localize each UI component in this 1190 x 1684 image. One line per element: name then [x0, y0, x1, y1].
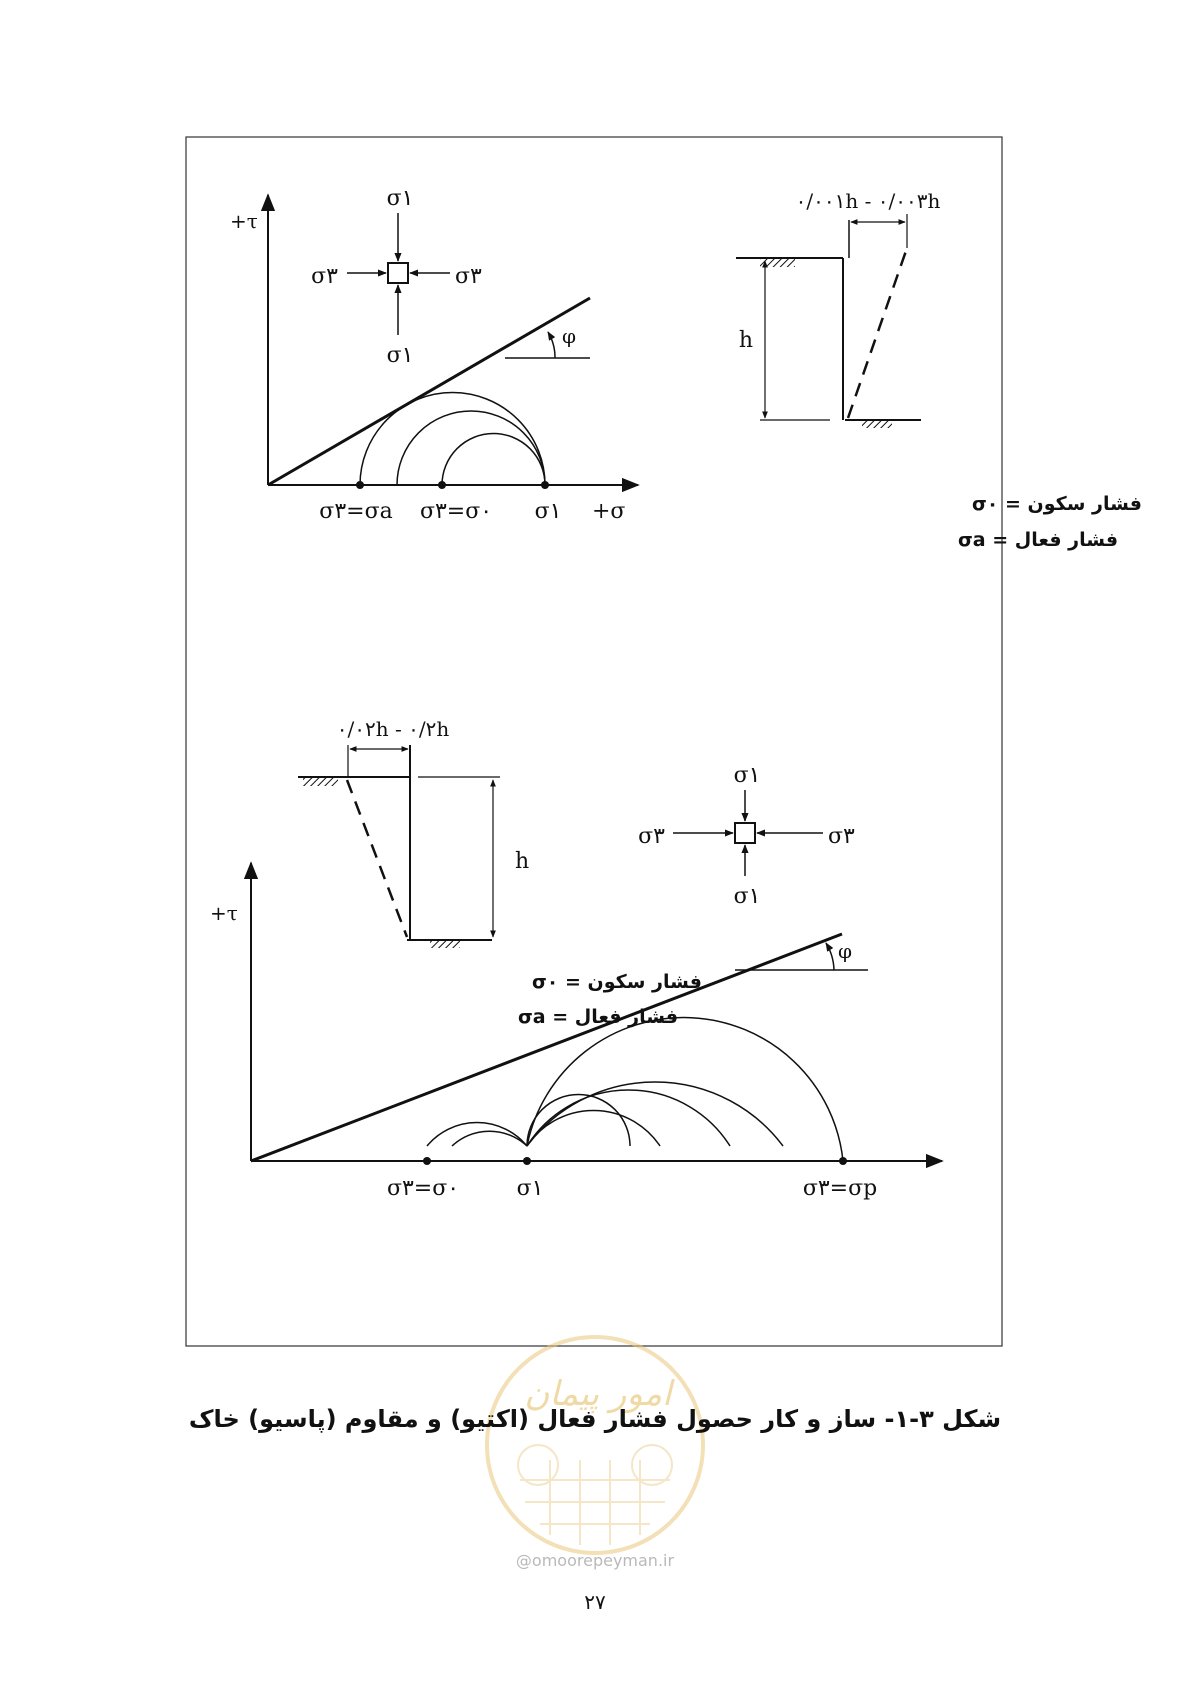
- bottom-mohr-diagram: [210, 717, 942, 1201]
- top-legend-at-rest: فشار سکون = σ۰: [972, 493, 1142, 515]
- bottom-active-circle-2: [452, 1131, 527, 1146]
- top-phi-arc: [548, 332, 555, 358]
- bottom-point-sigma-0: [423, 1157, 431, 1165]
- top-label-sigma3-sigma-0: σ۳=σ۰: [419, 499, 493, 524]
- bottom-wall-height-label: h: [515, 849, 530, 874]
- bottom-stress-element: [735, 823, 755, 843]
- top-failure-envelope: [268, 298, 590, 485]
- bottom-wall-movement-label: ۰/۰۲h - ۰/۲h: [336, 717, 450, 741]
- figure-caption: شکل ۳-۱- ساز و کار حصول فشار فعال (اکتیو) و مقاوم (پاسیو) خاک: [188, 1405, 1002, 1433]
- bottom-tau-label: +τ: [210, 901, 238, 925]
- bottom-active-circle-1: [427, 1123, 527, 1146]
- bottom-label-sigma1: σ۱: [516, 1176, 544, 1201]
- bottom-phi-arc: [826, 943, 834, 970]
- website-watermark: @omoorepeyman.ir: [515, 1551, 675, 1570]
- top-mohr-diagram: [230, 186, 1142, 551]
- bottom-element-sigma3-left: σ۳: [638, 824, 665, 849]
- bottom-element-sigma3-right: σ۳: [828, 824, 855, 849]
- watermark-logo: [480, 1330, 710, 1560]
- bottom-point-sigma-p: [839, 1157, 847, 1165]
- top-mohr-circle-middle: [397, 411, 545, 485]
- bottom-phi-label: φ: [838, 939, 853, 963]
- top-label-sigma3-sigma-a: σ۳=σa: [319, 499, 393, 524]
- top-wall-height-label: h: [738, 328, 753, 353]
- bottom-wall-rotated-face: [347, 780, 407, 937]
- bottom-failure-envelope: [251, 934, 842, 1161]
- bottom-label-sigma3-sigma-0: σ۳=σ۰: [386, 1176, 460, 1201]
- top-wall-rotated-face: [848, 248, 907, 418]
- top-point-sigma-1: [541, 481, 549, 489]
- top-sigma-label: +σ: [592, 499, 626, 524]
- bottom-passive-circle-4: [527, 1082, 783, 1146]
- bottom-passive-circle-5: [527, 1018, 843, 1161]
- top-legend-active: فشار فعال = σa: [958, 529, 1119, 551]
- top-element-sigma3-left: σ۳: [311, 264, 338, 289]
- top-mohr-circle-small: [442, 434, 545, 486]
- bottom-legend-at-rest: فشار سکون = σ۰: [532, 971, 702, 993]
- bottom-label-sigma3-sigma-p: σ۳=σp: [802, 1176, 878, 1201]
- page-number: ۲۷: [584, 1590, 606, 1614]
- top-wall-movement-label: ۰/۰۰۱h - ۰/۰۰۳h: [795, 189, 941, 213]
- bottom-legend-active: فشار فعال = σa: [518, 1006, 679, 1028]
- bottom-element-sigma1-top: σ۱: [733, 763, 761, 788]
- watermark-text: امور پیمان: [524, 1374, 672, 1414]
- top-label-sigma1: σ۱: [534, 499, 562, 524]
- figure-frame: [186, 137, 1002, 1346]
- top-element-sigma1-bottom: σ۱: [386, 343, 414, 368]
- top-point-sigma-0: [438, 481, 446, 489]
- top-stress-element: [388, 263, 408, 283]
- bottom-passive-circle-2: [527, 1110, 660, 1146]
- top-point-sigma-a: [356, 481, 364, 489]
- bottom-point-sigma-1: [523, 1157, 531, 1165]
- top-element-sigma1-top: σ۱: [386, 186, 414, 211]
- top-element-sigma3-right: σ۳: [455, 264, 482, 289]
- bottom-element-sigma1-bottom: σ۱: [733, 884, 761, 909]
- top-phi-label: φ: [562, 324, 577, 348]
- top-tau-label: +τ: [230, 209, 258, 233]
